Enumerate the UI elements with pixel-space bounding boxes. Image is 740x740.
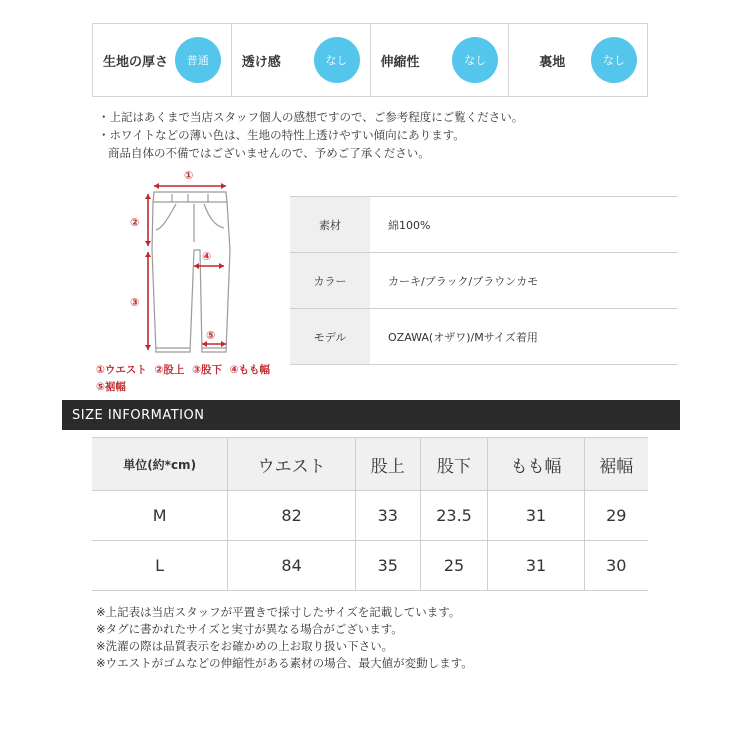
note-line: ※洗濯の際は品質表示をお確かめの上お取り扱い下さい。 [96,639,394,653]
marker-3: ③ [130,296,140,309]
attr-lining [509,24,647,96]
table-cell: 29 [584,491,648,541]
marker-5: ⑤ [206,329,216,342]
info-value: OZAWA(オザワ)/Mサイズ着用 [388,330,538,344]
marker-4: ④ [202,250,212,263]
info-value: 綿100% [388,218,431,232]
info-key: 素材 [290,197,370,252]
fabric-attributes-bar [92,23,648,97]
info-key: カラー [290,253,370,308]
note-line: ※タグに書かれたサイズと実寸が異なる場合がございます。 [96,622,403,636]
table-cell: 25 [420,541,488,591]
info-row-material [290,197,678,253]
table-cell: 84 [228,541,356,591]
info-row-model [290,309,678,365]
note-line: 商品自体の不備ではございませんので、予めご了承ください。 [108,146,430,160]
attr-value-badge: なし [591,37,637,83]
pants-illustration [96,164,286,364]
table-cell: 82 [228,491,356,541]
note-line: ・ホワイトなどの薄い色は、生地の特性上透けやすい傾向にあります。 [98,128,465,142]
column-header: 股下 [420,438,488,491]
legend-line-2 [96,379,274,396]
attr-label: 透け感 [241,54,281,70]
table-row [92,491,648,541]
notes-bottom [96,604,473,672]
legend-item: ②股上 [154,364,185,376]
attr-label: 裏地 [539,54,566,70]
table-cell: 31 [488,541,584,591]
attr-value-badge: なし [314,37,360,83]
size-label: L [92,541,228,591]
attr-thickness [93,24,232,96]
info-value: カーキ/ブラック/ブラウンカモ [388,274,539,288]
legend-line-1 [96,362,274,379]
attr-stretch [371,24,510,96]
legend-item: ⑤裾幅 [96,381,126,393]
attr-sheerness [232,24,371,96]
table-cell: 35 [355,541,420,591]
legend-item: ③股下 [192,364,222,376]
info-key: モデル [290,309,370,364]
product-info-table [290,196,678,365]
column-header: もも幅 [488,438,584,491]
size-table-header-row [92,438,648,491]
table-row [92,541,648,591]
note-line: ・上記はあくまで当店スタッフ個人の感想ですので、ご参考程度にご覧ください。 [98,110,524,124]
marker-2: ② [130,216,140,229]
note-line: ※ウエストがゴムなどの伸縮性がある素材の場合、最大値が変動します。 [96,656,473,670]
unit-header: 単位(約*cm) [92,438,228,491]
legend-item: ①ウエスト [96,364,147,376]
marker-1: ① [184,169,194,182]
attr-value-badge: なし [452,37,498,83]
notes-top [98,108,523,162]
size-label: M [92,491,228,541]
table-cell: 31 [488,491,584,541]
column-header: 裾幅 [584,438,648,491]
note-line: ※上記表は当店スタッフが平置きで採寸したサイズを記載しています。 [96,605,461,619]
size-information-header: SIZE INFORMATION [62,400,680,430]
table-cell: 30 [584,541,648,591]
attr-label: 伸縮性 [380,54,420,70]
column-header: 股上 [355,438,420,491]
attr-value-badge: 普通 [175,37,221,83]
diagram-legend [96,362,274,396]
column-header: ウエスト [228,438,356,491]
legend-item: ④もも幅 [229,364,271,376]
table-cell: 33 [355,491,420,541]
table-cell: 23.5 [420,491,488,541]
size-table [92,437,648,591]
info-row-color [290,253,678,309]
attr-label: 生地の厚さ [103,54,169,70]
